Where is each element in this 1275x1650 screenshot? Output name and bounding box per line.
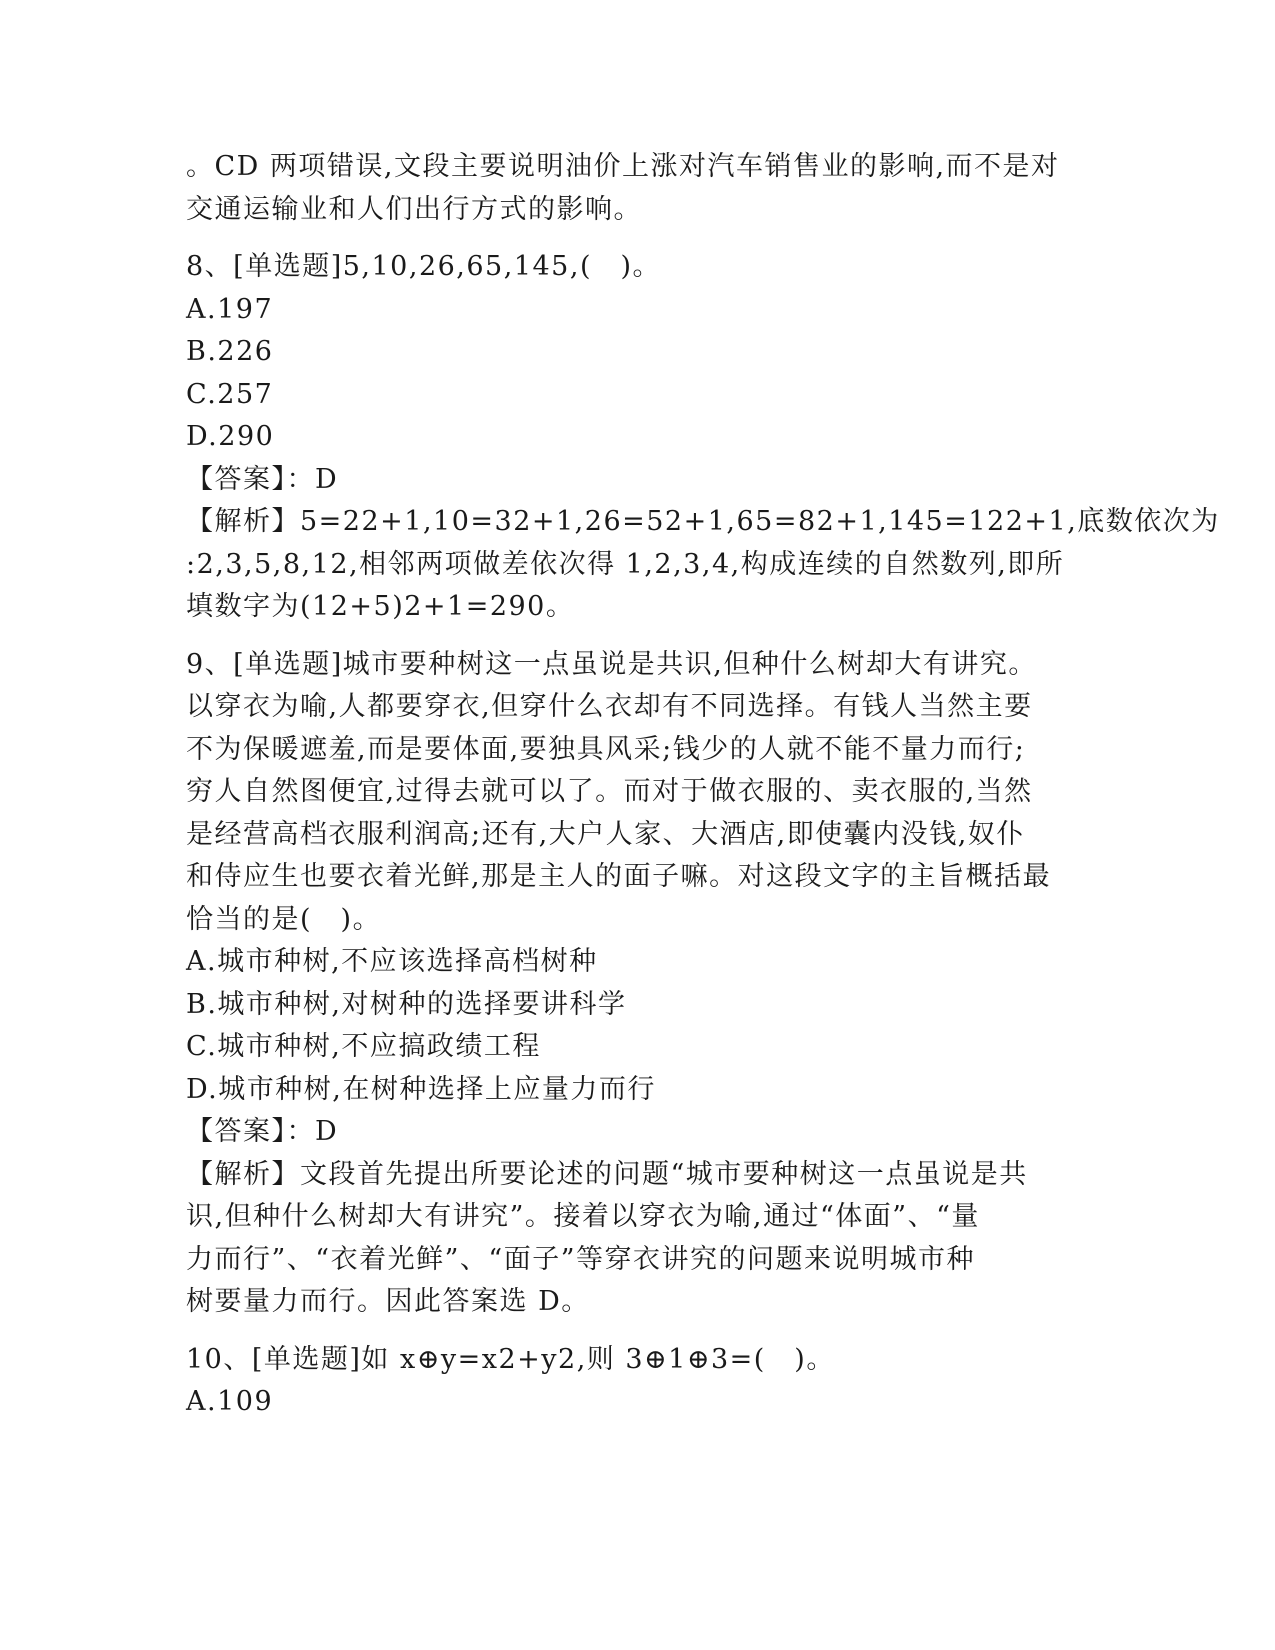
answer-line: 【答案】：D <box>186 1116 339 1147</box>
option-a: A.197 <box>186 293 274 325</box>
text-line: 交通运输业和人们出行方式的影响。 <box>186 193 642 225</box>
question-stem-line: 不为保暖遮羞,而是要体面,要独具风采;钱少的人就不能不量力而行; <box>186 733 1026 765</box>
answer-line: 【答案】：D <box>186 463 339 495</box>
text-line: 。CD 两项错误,文段主要说明油价上涨对汽车销售业的影响,而不是对 <box>186 151 1060 182</box>
analysis-line: 【解析】5=22+1,10=32+1,26=52+1,65=82+1,145=122+1,底数依次为 <box>186 506 1220 537</box>
analysis-line: 填数字为(12+5)2+1=290。 <box>186 591 575 622</box>
question-stem-line: 9、[单选题]城市要种树这一点虽说是共识,但种什么树却大有讲究。 <box>186 648 1037 680</box>
analysis-line: 树要量力而行。因此答案选 D。 <box>186 1286 590 1317</box>
option-a: A.109 <box>186 1386 274 1417</box>
analysis-line: :2,3,5,8,12,相邻两项做差依次得 1,2,3,4,构成连续的自然数列,即所 <box>186 548 1065 580</box>
question-10 <box>186 1339 1086 1424</box>
option-d: D.290 <box>186 421 275 452</box>
option-a: A.城市种树,不应该选择高档树种 <box>186 946 598 977</box>
question-stem-line: 是经营高档衣服利润高;还有,大户人家、大酒店,即使囊内没钱,奴仆 <box>186 818 1025 850</box>
question-stem-line: 穷人自然图便宜,过得去就可以了。而对于做衣服的、卖衣服的,当然 <box>186 776 1033 807</box>
question-8 <box>186 246 1220 629</box>
question-stem: 8、[单选题]5,10,26,65,145,( )。 <box>186 251 662 282</box>
page-content <box>186 146 1220 1424</box>
previous-explanation-tail <box>186 146 1086 231</box>
analysis-line: 力而行”、“衣着光鲜”、“面子”等穿衣讲究的问题来说明城市种 <box>186 1243 976 1275</box>
question-9 <box>186 644 1086 1324</box>
question-stem-line: 恰当的是( )。 <box>186 903 382 935</box>
option-c: C.257 <box>186 378 274 410</box>
option-d: D.城市种树,在树种选择上应量力而行 <box>186 1073 656 1105</box>
analysis-line: 识,但种什么树却大有讲究”。接着以穿衣为喻,通过“体面”、“量 <box>186 1201 980 1232</box>
question-stem-line: 和侍应生也要衣着光鲜,那是主人的面子嘛。对这段文字的主旨概括最 <box>186 861 1052 892</box>
question-stem: 10、[单选题]如 x⊕y=x2+y2,则 3⊕1⊕3=( )。 <box>186 1343 835 1375</box>
analysis-line: 【解析】文段首先提出所要论述的问题“城市要种树这一点虽说是共 <box>186 1158 1028 1190</box>
option-c: C.城市种树,不应搞政绩工程 <box>186 1031 541 1062</box>
question-stem-line: 以穿衣为喻,人都要穿衣,但穿什么衣却有不同选择。有钱人当然主要 <box>186 691 1033 722</box>
option-b: B.226 <box>186 336 274 367</box>
option-b: B.城市种树,对树种的选择要讲科学 <box>186 988 627 1020</box>
